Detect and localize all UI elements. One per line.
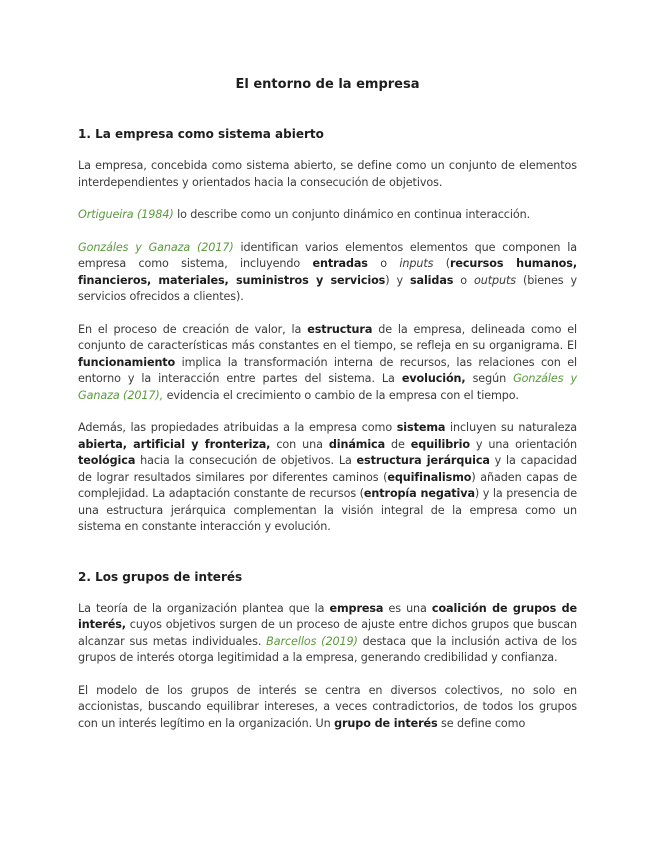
section-1-paragraph-5: Además, las propiedades atribuidas a la empresa como sistema incluyen su naturaleza abierta, artificial y fronteriza, con una dinámica de equilibrio y una orientación teológica hacia la consecución de objetivos. La estructura jerárquica y la capacidad de lograr resultados similares por diferentes caminos (equifinalismo) añaden capas de complejidad. La adaptación constante de recursos (entropía negativa) y la presencia de una estructura jerárquica complementan la visión integral de la empresa como un sistema en constante interacción y evolución. — [78, 421, 578, 533]
section-2-heading: 2. Los grupos de interés — [78, 569, 243, 584]
citation-barcellos: Barcellos (2019) — [266, 634, 358, 648]
document-title: El entorno de la empresa — [235, 77, 420, 92]
section-1-paragraph-3: Gonzáles y Ganaza (2017) identifican varios elementos elementos que componen la empresa como sistema, incluyendo entradas o inputs (recursos humanos, financieros, materiales, suministros y servicios) y salidas o outputs (bienes y servicios ofrecidos a clientes). — [78, 240, 577, 303]
citation-gonzales-ganaza: Gonzáles y Ganaza (2017) — [78, 240, 234, 254]
citation-gonzales-ganaza-2: Gonzáles y Ganaza (2017), — [78, 372, 577, 402]
section-1-paragraph-1: La empresa, concebida como sistema abierto, se define como un conjunto de elementos interdependientes y orientados hacia la consecución de objetivos. — [78, 159, 577, 189]
section-1-heading: 1. La empresa como sistema abierto — [78, 127, 324, 141]
citation-ortigueira: Ortigueira (1984) — [78, 208, 174, 221]
section-1-paragraph-4: En el proceso de creación de valor, la estructura de la empresa, delineada como el conjunto de características más constantes en el tiempo, se refleja en su organigrama. El funcionamiento implica la transformación interna de recursos, las relaciones con el entorno y la interacción entre partes del sistema. La evolución, según Gonzáles y Ganaza (2017), evidencia el crecimiento o cambio de la empresa con el tiempo. — [78, 322, 578, 402]
section-1-paragraph-2: Ortigueira (1984) lo describe como un conjunto dinámico en continua interacción. — [78, 208, 531, 221]
section-2-paragraph-2: El modelo de los grupos de interés se centra en diversos colectivos, no solo en accionistas, buscando equilibrar intereses, a veces contradictorios, de todos los grupos con un interés legítimo en la organización. Un grupo de interés se define como — [78, 683, 577, 730]
section-2-paragraph-1: La teoría de la organización plantea que la empresa es una coalición de grupos de interés, cuyos objetivos surgen de un proceso de ajuste entre dichos grupos que buscan alcanzar sus metas individuales. Barcellos (2019) destaca que la inclusión activa de los grupos de interés otorga legitimidad a la empresa, generando credibilidad y confianza. — [78, 601, 577, 664]
